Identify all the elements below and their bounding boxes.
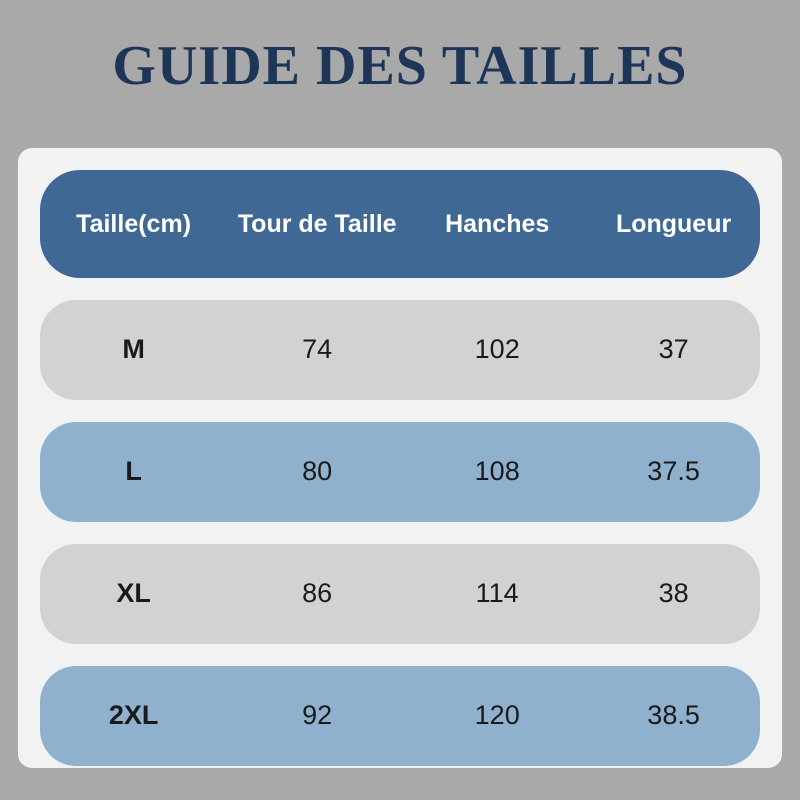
table-header-row	[40, 170, 760, 278]
cell-length: 37.5	[647, 456, 700, 487]
cell-length: 38.5	[647, 700, 700, 731]
column-header-size: Taille(cm)	[76, 209, 192, 238]
cell-length: 38	[658, 578, 689, 609]
page-title: GUIDE DES TAILLES	[112, 35, 688, 97]
cell-hips: 108	[474, 456, 520, 487]
cell-size: M	[122, 334, 145, 365]
table-row	[40, 666, 760, 766]
size-table-card	[18, 148, 782, 768]
cell-size: XL	[116, 578, 151, 609]
cell-waist: 74	[302, 334, 333, 365]
table-row	[40, 300, 760, 400]
table-row	[40, 544, 760, 644]
size-table	[40, 170, 760, 788]
cell-size: L	[125, 456, 142, 487]
cell-waist: 80	[302, 456, 333, 487]
cell-hips: 120	[474, 700, 520, 731]
cell-waist: 86	[302, 578, 333, 609]
column-header-waist: Tour de Taille	[237, 209, 397, 238]
cell-hips: 114	[475, 578, 519, 609]
column-header-length: Longueur	[615, 209, 732, 238]
table-row	[40, 422, 760, 522]
cell-length: 37	[658, 334, 689, 365]
column-header-hips: Hanches	[445, 209, 550, 238]
cell-hips: 102	[474, 334, 520, 365]
cell-waist: 92	[302, 700, 333, 731]
cell-size: 2XL	[108, 700, 159, 731]
